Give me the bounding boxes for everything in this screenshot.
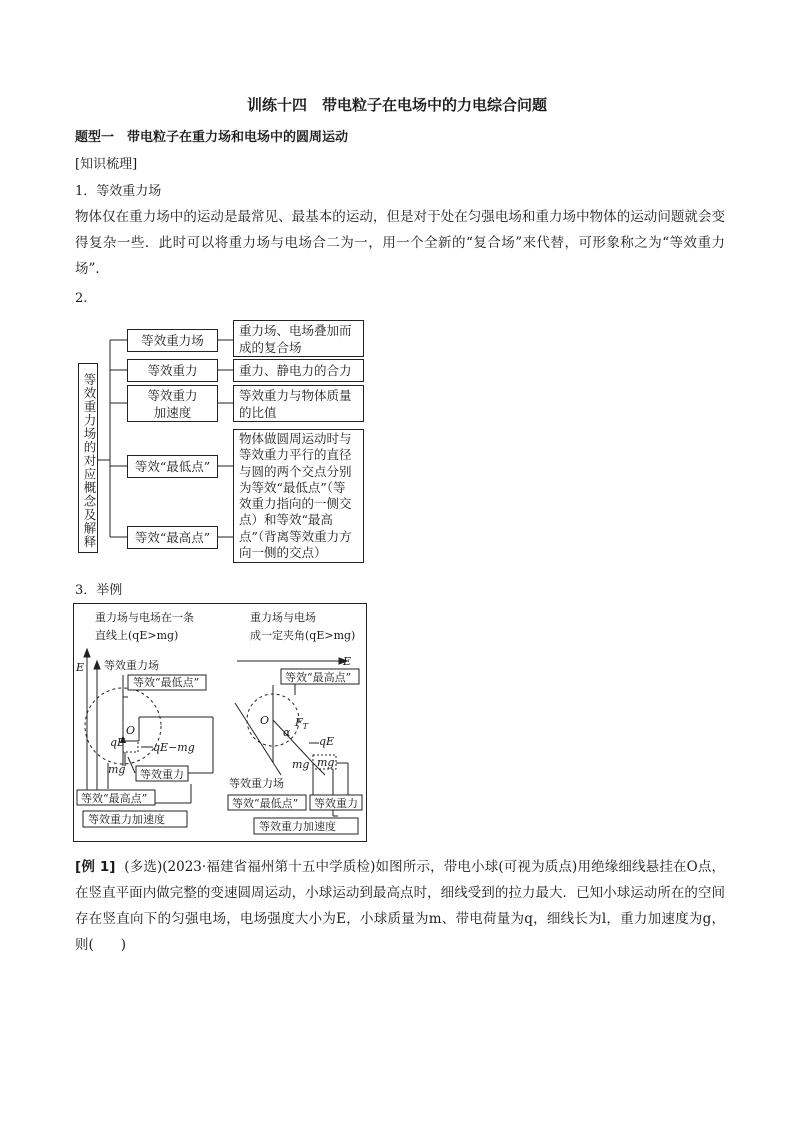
item2-heading: 2. bbox=[75, 291, 88, 306]
left-diff-label: qE−mg bbox=[153, 741, 195, 754]
right-heading-line2: 成一定夹角(qE>mg) bbox=[250, 629, 356, 642]
concept-desc-force: 重力、静电力的合力 bbox=[233, 359, 364, 382]
right-FT-label: $F_T$ bbox=[295, 716, 308, 731]
concept-desc-accel: 等效重力与物体质量的比值 bbox=[233, 385, 364, 422]
left-heading-line2: 直线上(qE>mg) bbox=[95, 629, 179, 642]
left-accel-label: 等效重力加速度 bbox=[88, 813, 165, 826]
example1-block bbox=[75, 854, 725, 958]
concept-name-field: 等效重力场 bbox=[127, 329, 218, 352]
item1-heading: 1．等效重力场 bbox=[75, 184, 162, 199]
page-title: 训练十四 带电粒子在电场中的力电综合问题 bbox=[246, 96, 547, 114]
item3-heading: 3．举例 bbox=[75, 583, 123, 598]
right-qE-label: qE bbox=[319, 735, 335, 748]
right-highest-label: 等效“最高点” bbox=[285, 671, 352, 684]
right-alpha-label: α bbox=[283, 726, 291, 739]
item1-text: 物体仅在重力场中的运动是最常见、最基本的运动，但是对于处在匀强电场和重力场中物体的运动问题就会变得复杂一些．此时可以将重力场与电场合二为一，用一个全新的“复合场”来代替，可形象称之为“等效重力场”． bbox=[75, 209, 725, 277]
left-E-label: E bbox=[76, 661, 85, 674]
example-figure bbox=[73, 603, 368, 843]
left-mg-label: mg bbox=[108, 763, 126, 776]
concept-name-highest: 等效“最高点” bbox=[127, 526, 218, 549]
concept-name-accel: 等效重力加速度 bbox=[127, 385, 218, 422]
right-E-label: E bbox=[343, 655, 352, 668]
right-heading-line1: 重力场与电场 bbox=[250, 611, 316, 624]
right-lowest-label: 等效“最低点” bbox=[232, 797, 299, 810]
concept-name-lowest: 等效“最低点” bbox=[127, 455, 218, 478]
right-gravity-label: 等效重力 bbox=[314, 797, 358, 810]
left-highest-label: 等效“最高点” bbox=[81, 792, 148, 805]
left-heading-line1: 重力场与电场在一条 bbox=[95, 611, 194, 624]
example1-tag: [例 1] bbox=[75, 859, 116, 875]
right-field-label: 等效重力场 bbox=[229, 777, 284, 790]
left-gravity-label: 等效重力 bbox=[140, 768, 184, 781]
concept-desc-extreme-points: 物体做圆周运动时与等效重力平行的直径与圆的两个交点分别为等效“最低点”（等效重力指向的一侧交点）和等效“最高点”（背离等效重力方向一侧的交点） bbox=[233, 429, 364, 563]
knowledge-tag: [知识梳理] bbox=[75, 157, 138, 172]
right-mg-box-label: mg bbox=[317, 756, 335, 769]
concept-name-force: 等效重力 bbox=[127, 359, 218, 382]
example1-text: (多选)(2023·福建省福州第十五中学质检)如图所示，带电小球(可视为质点)用绝缘细线悬挂在O点，在竖直平面内做完整的变速圆周运动，小球运动到最高点时，细线受到的拉力最大．已知小球运动所在的空间存在竖直向下的匀强电场，电场强度大小为E，小球质量为m、带电荷量为q，细线长为l，重力加速度为g，则( ) bbox=[75, 859, 725, 953]
right-O-label: O bbox=[260, 714, 270, 727]
right-mg-left-label: mg bbox=[292, 758, 310, 771]
left-lowest-label: 等效“最低点” bbox=[133, 676, 200, 689]
diagram-root: 等效重力场的对应概念及解释 bbox=[78, 363, 98, 553]
left-field-label: 等效重力场 bbox=[104, 659, 159, 672]
right-accel-label: 等效重力加速度 bbox=[259, 820, 336, 833]
concept-desc-field: 重力场、电场叠加而成的复合场 bbox=[233, 320, 364, 357]
section-heading: 题型一 带电粒子在重力场和电场中的圆周运动 bbox=[75, 130, 349, 145]
left-O-label: O bbox=[126, 724, 136, 737]
left-qE-label: qE bbox=[110, 736, 126, 749]
